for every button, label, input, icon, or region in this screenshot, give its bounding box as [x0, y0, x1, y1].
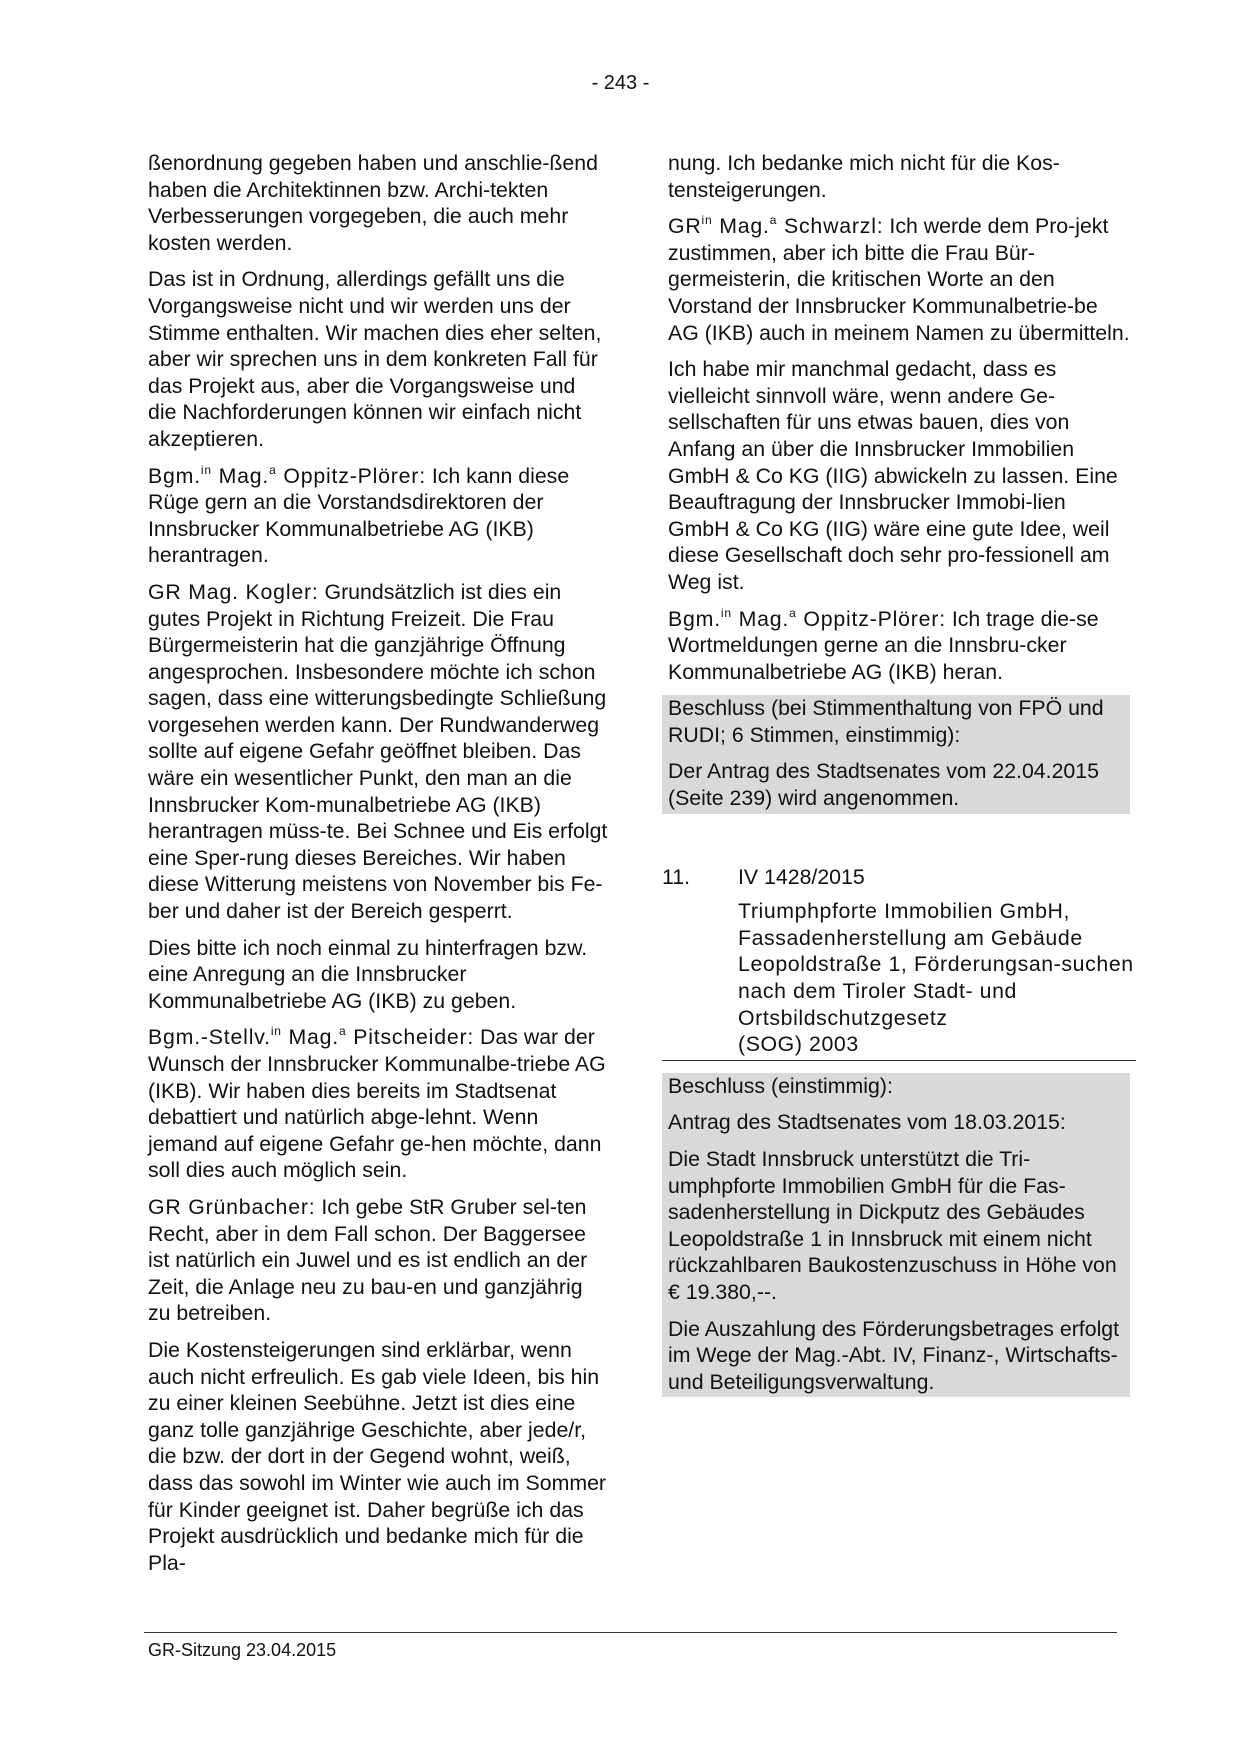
speaker-name: GR Mag. Kogler: [148, 579, 319, 604]
decision-header: Beschluss (einstimmig): [668, 1073, 893, 1098]
decision-text: Die Stadt Innsbruck unterstützt die Tri-umphpforte Immobilien GmbH für die Fas-sadenherstellung in Dickputz des Gebäudes Leopoldstraße 1 in Innsbruck mit einem nicht rückzahlbaren Baukostenzuschuss in Höhe von € 19.380,--. [668, 1147, 1117, 1304]
speech-oppitz-ploerer: Bgm.$^{in}$ Mag.$^a$ Oppitz-Plörer: Ich kann diese Rüge gern an die Vorstandsdirektoren der Innsbrucker Kommunalbetriebe AG (IKB) herantragen. [148, 462, 570, 568]
item-title: Triumphpforte Immobilien GmbH, Fassadenherstellung am Gebäude Leopoldstraße 1, Förderungsan-suchen nach dem Tiroler Stadt- und Ortsbildschutzgesetz (SOG) 2003 [738, 899, 1134, 1057]
paragraph: Das ist in Ordnung, allerdings gefällt uns die Vorgangsweise nicht und wir werden uns der Stimme enthalten. Wir machen dies eher selten, aber wir sprechen uns in dem konkreten Fall für das Projekt aus, aber die Vorgangsweise und die Nachforderungen können wir einfach nicht akzeptieren. [148, 267, 602, 451]
speech-pitscheider: Bgm.-Stellv.$^{in}$ Mag.$^a$ Pitscheider: Das war der Wunsch der Innsbrucker Kommunalbe-triebe AG (IKB). Wir haben dies bereits im Stadtsenat debattiert und natürlich abge-lehnt. Wenn jemand auf eigene Gefahr ge-hen möchte, dann soll dies auch möglich sein. [148, 1024, 606, 1183]
paragraph: Ich habe mir manchmal gedacht, dass es vielleicht sinnvoll wäre, wenn andere Ge-sellschaften für uns etwas bauen, dies von Anfang an über die Innsbrucker Immobilien GmbH & Co KG (IIG) abwickeln zu lassen. Eine Beauftragung der Innsbrucker Immobi-lien GmbH & Co KG (IIG) wäre eine gute Idee, weil diese Gesellschaft doch sehr pro-fessionell am Weg ist. [668, 357, 1118, 594]
speech-oppitz-ploerer: Bgm.$^{in}$ Mag.$^a$ Oppitz-Plörer: Ich trage die-se Wortmeldungen gerne an die Innsbru-cker Kommunalbetriebe AG (IKB) heran. [668, 605, 1099, 684]
agenda-item [662, 864, 1136, 1061]
decision-header: Beschluss (bei Stimmenthaltung von FPÖ und RUDI; 6 Stimmen, einstimmig): [668, 696, 1104, 747]
footer-text: GR-Sitzung 23.04.2015 [148, 1640, 337, 1660]
speech-schwarzl: $GR^{in}$ Mag.$^a$ Schwarzl: Ich werde dem Pro-jekt zustimmen, aber ich bitte die Frau Bür-germeisterin, die kritischen Worte an den Vorstand der Innsbrucker Kommunalbetrie-be AG (IKB) auch in meinem Namen zu übermitteln. [668, 213, 1130, 345]
paragraph: ßenordnung gegeben haben und anschlie-ßend haben die Architektinnen bzw. Archi-tekten Verbesserungen vorgegeben, die auch mehr kosten werden. [148, 151, 598, 255]
right-column [662, 150, 1134, 1397]
page-number: - 243 - [591, 72, 650, 94]
decision-text: Die Auszahlung des Förderungsbetrages erfolgt im Wege der Mag.-Abt. IV, Finanz-, Wirtschafts- und Beteiligungsverwaltung. [668, 1316, 1120, 1394]
left-column [148, 150, 608, 1586]
speaker-name: $GR^{in}$ Mag.$^a$ Schwarzl: [668, 213, 884, 239]
speaker-name: Bgm.$^{in}$ Mag.$^a$ Oppitz-Plörer: [148, 462, 426, 488]
decision-text: Der Antrag des Stadtsenates vom 22.04.2015 (Seite 239) wird angenommen. [668, 759, 1099, 811]
speaker-name: Bgm.-Stellv.$^{in}$ Mag.$^a$ Pitscheider: [148, 1024, 475, 1050]
decision-box [662, 695, 1130, 813]
speaker-name: Bgm.$^{in}$ Mag.$^a$ Oppitz-Plörer: [668, 605, 946, 631]
paragraph: Dies bitte ich noch einmal zu hinterfragen bzw. eine Anregung an die Innsbrucker Kommunalbetriebe AG (IKB) zu geben. [148, 935, 588, 1013]
paragraph: Die Kostensteigerungen sind erklärbar, wenn auch nicht erfreulich. Es gab viele Ideen, bis hin zu einer kleinen Seebühne. Jetzt ist dies eine ganz tolle ganzjährige Geschichte, aber jede/r, die bzw. der dort in der Gegend wohnt, weiß, dass das sowohl im Winter wie auch im Sommer für Kinder geeignet ist. Daher begrüße ich das Projekt ausdrücklich und bedanke mich für die Pla- [148, 1337, 607, 1575]
footer-divider [144, 1632, 1117, 1633]
item-number: 11. [662, 864, 691, 889]
speech-kogler: GR Mag. Kogler: Grundsätzlich ist dies ein gutes Projekt in Richtung Freizeit. Die Frau Bürgermeisterin hat die ganzjährige Öffnung angesprochen. Insbesondere möchte ich schon sagen, dass eine witterungsbedingte Schließung vorgesehen werden kann. Der Rundwanderweg sollte auf eigene Gefahr geöffnet bleiben. Das wäre ein wesentlicher Punkt, den man an die Innsbrucker Kom-munalbetriebe AG (IKB) herantragen müss-te. Bei Schnee und Eis erfolgt eine Sper-rung dieses Bereiches. Wir haben diese Witterung meistens von November bis Fe-ber und daher ist der Bereich gesperrt. [148, 579, 608, 924]
paragraph: nung. Ich bedanke mich nicht für die Kos-tensteigerungen. [668, 151, 1060, 202]
speaker-name: GR Grünbacher: [148, 1194, 316, 1219]
item-code: IV 1428/2015 [738, 864, 865, 889]
decision-box [662, 1073, 1130, 1398]
speech-gruenbacher: GR Grünbacher: Ich gebe StR Gruber sel-ten Recht, aber in dem Fall schon. Der Baggersee ist natürlich ein Juwel und es ist endlich an der Zeit, die Anlage neu zu bau-en und ganzjährig zu betreiben. [148, 1194, 588, 1326]
decision-text: Antrag des Stadtsenates vom 18.03.2015: [668, 1110, 1066, 1135]
